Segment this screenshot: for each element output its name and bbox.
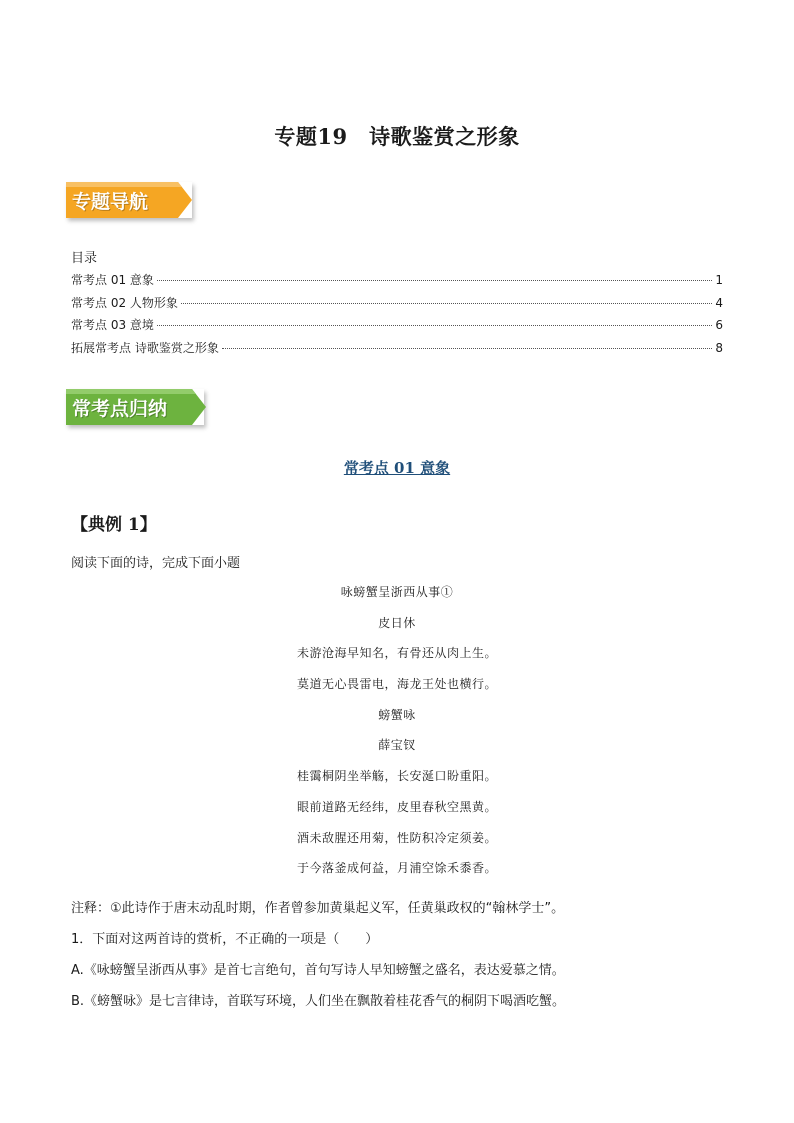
toc-leader-dots [222,347,713,349]
banner-label: 专题导航 [72,190,149,213]
poem-line: 莫道无心畏雷电，海龙王处也横行。 [296,677,497,692]
example-tag: 【典例 1】 [71,515,157,535]
answer-option: A.《咏螃蟹呈浙西从事》是首七言绝句，首句写诗人早知螃蟹之盛名，表达爱慕之情。 [71,963,565,978]
section-title[interactable]: 常考点 01 意象 [343,459,451,477]
question-text: 1．下面对这两首诗的赏析，不正确的一项是（ ） [71,932,379,947]
footnote: 注释：①此诗作于唐末动乱时期，作者曾参加黄巢起义军，任黄巢政权的“翰林学士”。 [71,901,565,916]
toc-item[interactable] [71,271,723,294]
key-points-banner [66,389,204,425]
poem-line: 酒未敌腥还用菊，性防积冷定须姜。 [296,830,497,845]
answer-option: B.《螃蟹咏》是七言律诗，首联写环境，人们坐在飘散着桂花香气的桐阴下喝酒吃蟹。 [71,994,566,1009]
poem-title: 咏螃蟹呈浙西从事① [340,585,454,599]
page-title: 专题19 诗歌鉴赏之形象 [274,124,520,149]
table-of-contents [71,271,723,361]
poem-author: 皮日休 [378,615,416,630]
banner-label: 常考点归纳 [72,397,168,420]
toc-leader-dots [181,302,712,304]
toc-item-label: 常考点 03 意境 [71,318,154,332]
poem-line: 眼前道路无经纬，皮里春秋空黑黄。 [296,799,497,814]
banner-shape [66,182,192,218]
toc-leader-dots [157,324,712,326]
toc-item[interactable] [71,294,723,317]
poem-line: 未游沧海早知名，有骨还从肉上生。 [296,646,497,661]
toc-item-label: 拓展常考点 诗歌鉴赏之形象 [71,340,219,355]
poem-block [0,583,794,890]
toc-item[interactable] [71,339,723,362]
poem-line: 于今落釜成何益，月浦空馀禾黍香。 [296,861,497,876]
toc-leader-dots [157,279,712,281]
toc-item-page: 4 [715,295,723,310]
toc-heading: 目录 [71,251,98,266]
instruction-text: 阅读下面的诗，完成下面小题 [71,556,241,571]
poem-line: 桂霭桐阴坐举觞，长安涎口盼重阳。 [296,769,497,784]
toc-item-page: 8 [715,340,723,355]
topic-navigation-banner [66,182,192,218]
poem-author: 薛宝钗 [378,738,416,753]
poem-title: 螃蟹咏 [378,707,416,722]
toc-item-page: 6 [715,318,723,332]
toc-item[interactable] [71,316,723,339]
toc-item-page: 1 [715,273,723,287]
toc-item-label: 常考点 01 意象 [71,273,154,287]
banner-shape [66,389,204,425]
toc-item-label: 常考点 02 人物形象 [71,295,178,310]
